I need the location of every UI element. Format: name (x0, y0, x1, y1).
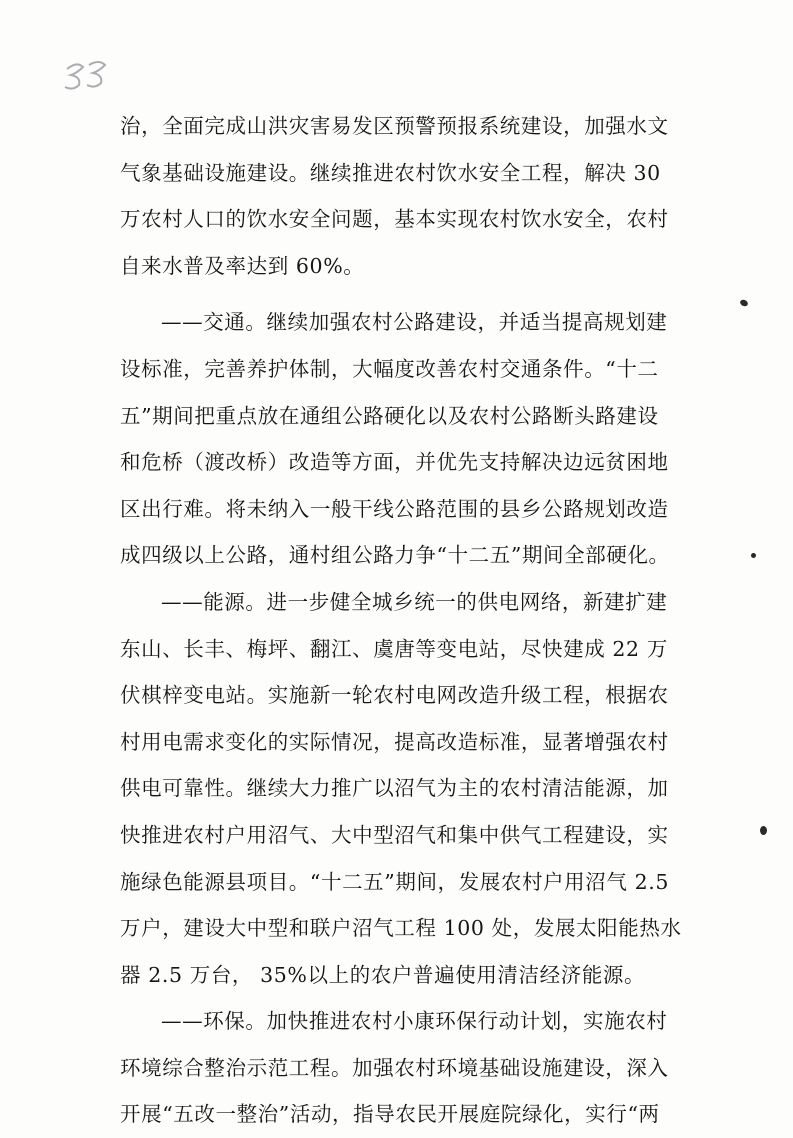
text-line: 快推进农村户用沼气、大中型沼气和集中供气工程建设，实 (120, 822, 669, 847)
text-line: 开展“五改一整治”活动，指导农民开展庭院绿化，实行“两 (120, 1102, 660, 1127)
text-line: 气象基础设施建设。继续推进农村饮水安全工程，解决 30 (120, 160, 661, 185)
text-line: 五”期间把重点放在通组公路硬化以及农村公路断头路建设 (120, 403, 659, 428)
text-line: 和危桥（渡改桥）改造等方面，并优先支持解决边远贫困地 (120, 450, 669, 475)
text-line: 区出行难。将未纳入一般干线公路范围的县乡公路规划改造 (120, 496, 669, 521)
text-line: 设标准，完善养护体制，大幅度改善农村交通条件。“十二 (120, 356, 659, 381)
text-line: 环境综合整治示范工程。加强农村环境基础设施建设，深入 (120, 1055, 669, 1080)
margin-mark (751, 553, 756, 558)
margin-mark (739, 299, 749, 308)
body-text (120, 103, 695, 1138)
text-line: 施绿色能源县项目。“十二五”期间，发展农村户用沼气 2.5 (120, 869, 669, 894)
handwritten-page-number (63, 55, 113, 97)
text-line: 供电可靠性。继续大力推广以沼气为主的农村清洁能源，加 (120, 776, 669, 801)
text-line: 万户，建设大中型和联户沼气工程 100 处，发展太阳能热水 (120, 916, 682, 941)
paragraph-transport-start: ——交通。继续加强农村公路建设，并适当提高规划建 (161, 310, 668, 335)
margin-mark (760, 826, 767, 835)
text-line: 村用电需求变化的实际情况，提高改造标准，显著增强农村 (120, 729, 669, 754)
text-line: 伏棋梓变电站。实施新一轮农村电网改造升级工程，根据农 (120, 683, 669, 708)
text-line: 万农村人口的饮水安全问题，基本实现农村饮水安全，农村 (120, 207, 669, 232)
text-line: 成四级以上公路，通村组公路力争“十二五”期间全部硬化。 (120, 543, 670, 568)
text-line: 器 2.5 万台， 35%以上的农户普遍使用清洁经济能源。 (120, 962, 646, 987)
text-line: 治，全面完成山洪灾害易发区预警预报系统建设，加强水文 (120, 114, 669, 138)
paragraph-environment-start: ——环保。加快推进农村小康环保行动计划，实施农村 (161, 1009, 668, 1034)
text-line: 自来水普及率达到 60%。 (120, 253, 365, 278)
text-line: 东山、长丰、梅坪、翻江、虞唐等变电站，尽快建成 22 万 (120, 636, 668, 661)
paragraph-energy-start: ——能源。进一步健全城乡统一的供电网络，新建扩建 (161, 589, 668, 614)
